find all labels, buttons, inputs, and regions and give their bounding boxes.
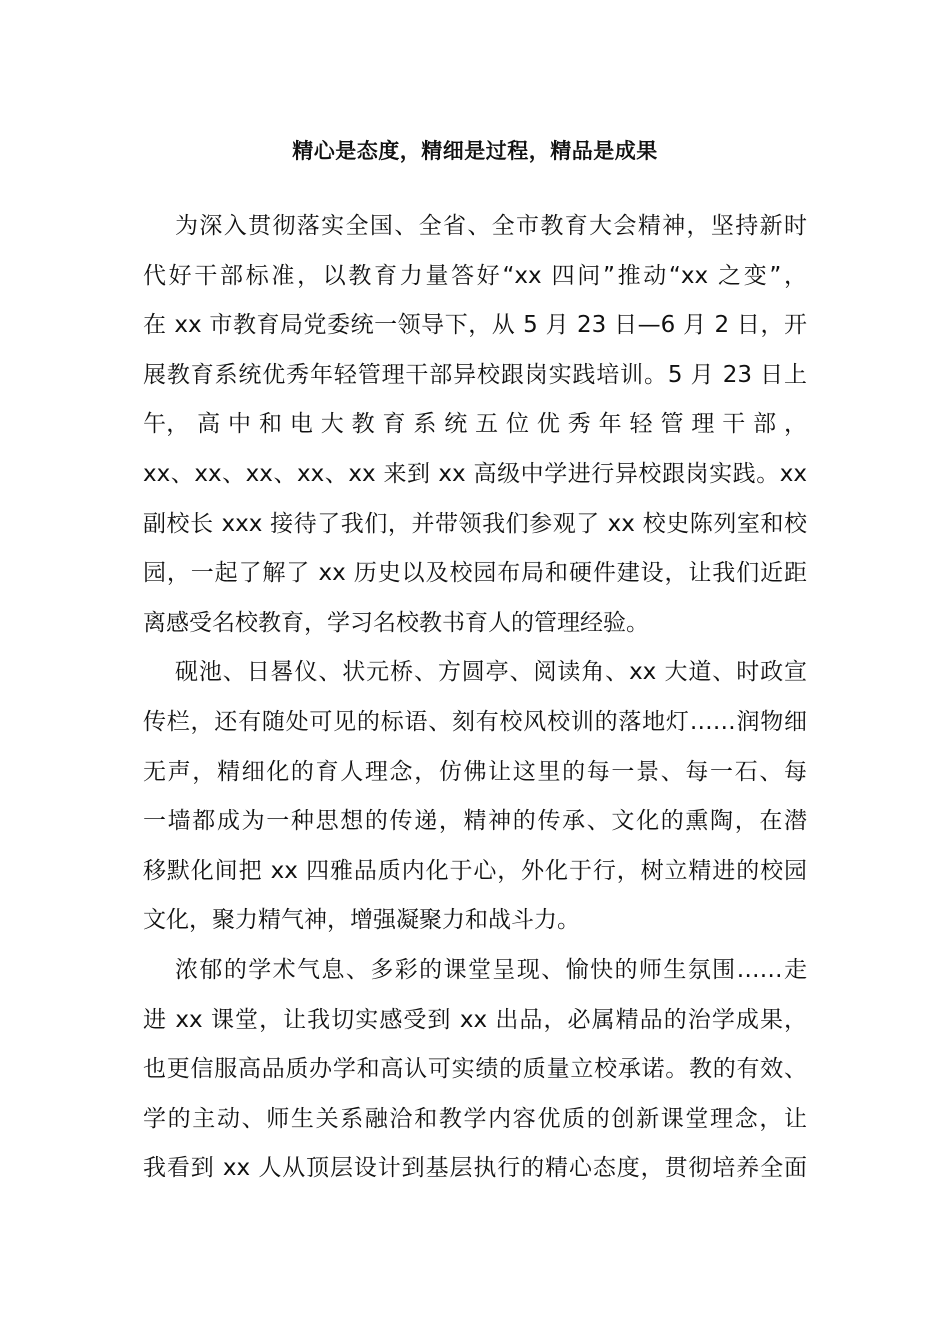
text-line: 代好干部标准，以教育力量答好“xx 四问”推动“xx 之变”， [143, 262, 807, 289]
text-line: 一墙都成为一种思想的传递，精神的传承、文化的熏陶，在潜 [143, 808, 807, 835]
text-line: xx、xx、xx、xx、xx 来到 xx 高级中学进行异校跟岗实践。xx [143, 460, 807, 487]
text-line: 文化，聚力精气神，增强凝聚力和战斗力。 [143, 907, 580, 934]
text-line: 我看到 xx 人从顶层设计到基层执行的精心态度，贯彻培养全面 [143, 1155, 807, 1182]
text-line: 为深入贯彻落实全国、全省、全市教育大会精神，坚持新时 [175, 213, 807, 239]
text-line: 学的主动、师生关系融洽和教学内容优质的创新课堂理念，让 [143, 1105, 807, 1132]
text-line: 传栏，还有随处可见的标语、刻有校风校训的落地灯……润物细 [143, 708, 807, 735]
text-line: 午， 高 中 和 电 大 教 育 系 统 五 位 优 秀 年 轻 管 理 干 部 ， [143, 411, 807, 438]
document-body [143, 202, 807, 1194]
document-title: 精心是态度，精细是过程，精品是成果 [292, 139, 658, 163]
text-line: 砚池、日晷仪、状元桥、方圆亭、阅读角、xx 大道、时政宣 [175, 659, 807, 686]
text-line: 移默化间把 xx 四雅品质内化于心，外化于行，树立精进的校园 [143, 857, 807, 884]
text-line: 园，一起了解了 xx 历史以及校园布局和硬件建设，让我们近距 [143, 560, 807, 587]
text-line: 浓郁的学术气息、多彩的课堂呈现、愉快的师生氛围……走 [175, 956, 807, 983]
text-line: 离感受名校教育，学习名校教书育人的管理经验。 [143, 609, 649, 636]
text-line: 无声，精细化的育人理念，仿佛让这里的每一景、每一石、每 [143, 758, 807, 785]
text-line: 进 xx 课堂，让我切实感受到 xx 出品，必属精品的治学成果， [143, 1006, 807, 1033]
text-line: 副校长 xxx 接待了我们，并带领我们参观了 xx 校史陈列室和校 [143, 510, 807, 537]
text-line: 在 xx 市教育局党委统一领导下，从 5 月 23 日—6 月 2 日，开 [143, 312, 807, 339]
text-line: 展教育系统优秀年轻管理干部异校跟岗实践培训。5 月 23 日上 [143, 361, 807, 388]
text-line: 也更信服高品质办学和高认可实绩的质量立校承诺。教的有效、 [143, 1056, 807, 1083]
